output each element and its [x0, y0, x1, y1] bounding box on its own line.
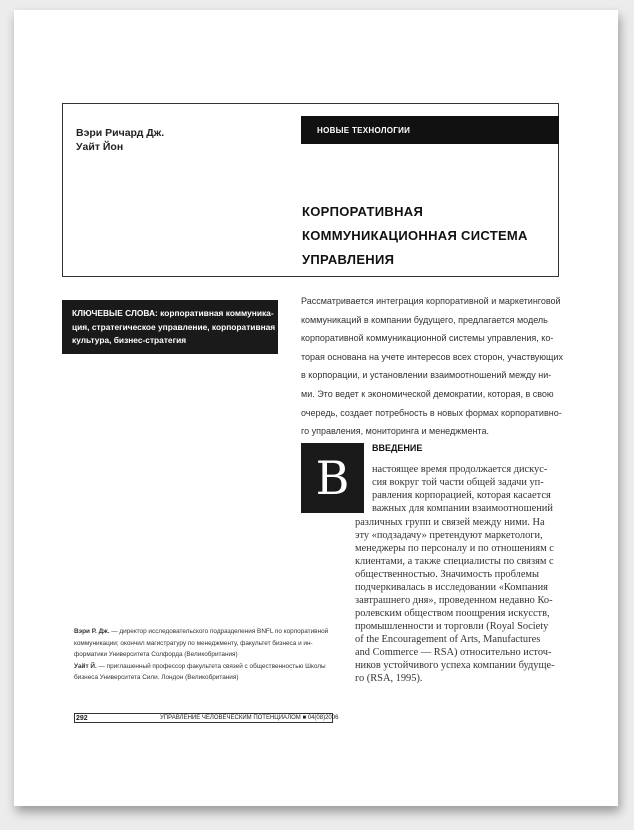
body-line: ников устойчивого успеха компании будуще- — [355, 660, 555, 671]
abstract-line: очередь, создает потребность в новых формах корпоративно- — [301, 407, 562, 418]
abstract-line: го управления, мониторинга и менеджмента. — [301, 426, 489, 437]
footnote-author: Вэри Р. Дж. — [74, 628, 110, 635]
body-line: настоящее время продолжается дискус- — [372, 464, 548, 475]
abstract-line: коммуникаций в компании будущего, предлагается модель — [301, 314, 548, 325]
section-label: НОВЫЕ ТЕХНОЛОГИИ — [301, 116, 559, 144]
page-number: 292 — [76, 715, 88, 722]
title-line: УПРАВЛЕНИЯ — [302, 252, 395, 267]
footnote-line: форматики Университета Солфорда (Великобритания) — [74, 651, 238, 659]
body-line: эту «подзадачу» претендуют маркетологи, — [355, 530, 543, 541]
body-line: of the Encouragement of Arts, Manufactures — [355, 634, 541, 645]
author-name: Уайт Йон — [76, 141, 124, 153]
abstract-line: ми. Это ведет к экономической демократии, которая, в свою — [301, 388, 554, 399]
body-line: сия вокруг той части общей задачи уп- — [372, 477, 544, 488]
abstract-line: Рассматривается интеграция корпоративной и маркетинговой — [301, 296, 561, 306]
footnote-line: коммуникации; окончил магистратуру по менеджменту, факультет бизнеса и ин- — [74, 639, 313, 647]
body-line: подчеркивалась в исследовании «Компания — [355, 582, 548, 593]
keywords-line: культура, бизнес-стратегия — [72, 335, 187, 345]
title-line: КОММУНИКАЦИОННАЯ СИСТЕМА — [302, 228, 528, 243]
title-line: КОРПОРАТИВНАЯ — [302, 204, 424, 219]
footnote-line — [74, 626, 328, 638]
body-line: менеджеры по персоналу и по отношениям с — [355, 543, 554, 554]
body-line: важных для компании взаимоотношений — [372, 503, 553, 514]
abstract — [301, 292, 563, 441]
footnote-text: — приглашенный профессор факультета связей с общественностью Школы — [96, 662, 326, 670]
journal-title: УПРАВЛЕНИЕ ЧЕЛОВЕЧЕСКИМ ПОТЕНЦИАЛОМ ■ 04(08)2006 — [160, 715, 339, 721]
abstract-line: корпоративной коммуникационной системы управления, ко- — [301, 333, 554, 344]
article-title — [302, 200, 528, 272]
author-footnotes — [74, 626, 328, 684]
body-line: ролевским обществом поощрения искусств, — [355, 608, 550, 619]
body-line: завтрашнего дня», проведенном недавно Ко- — [355, 595, 553, 606]
author-list — [76, 126, 164, 154]
footnote-line — [74, 661, 328, 673]
keywords-line: КЛЮЧЕВЫЕ СЛОВА: корпоративная коммуника- — [72, 308, 274, 318]
section-heading: ВВЕДЕНИЕ — [372, 443, 423, 453]
body-line: and Commerce — RSA) относительно источ- — [355, 647, 552, 658]
abstract-line: в корпорации, и установлении взаимоотношений между ни- — [301, 370, 552, 381]
keywords-line: ция, стратегическое управление, корпоративная — [72, 321, 276, 332]
drop-cap: В — [301, 443, 364, 513]
footnote-line: бизнеса Университета Сили. Лондон (Великобритания) — [74, 674, 239, 682]
body-line: различных групп и связей между ними. На — [355, 517, 545, 528]
body-line: равления корпорацией, которая касается — [372, 490, 551, 501]
body-line: общественностью. Значимость проблемы — [355, 569, 539, 580]
footnote-author: Уайт Й. — [74, 662, 97, 670]
body-line: клиентами, а также специалисты по связям с — [355, 556, 554, 567]
author-name: Вэри Ричард Дж. — [76, 127, 165, 139]
body-line: промышленности и торговли (Royal Society — [355, 621, 549, 632]
footnote-text: — директор исследовательского подразделения BNFL по корпоративной — [109, 628, 329, 635]
abstract-line: торая основана на учете интересов всех сторон, участвующих — [301, 351, 563, 362]
body-line: го (RSA, 1995). — [355, 673, 423, 684]
keywords-box — [62, 300, 278, 354]
